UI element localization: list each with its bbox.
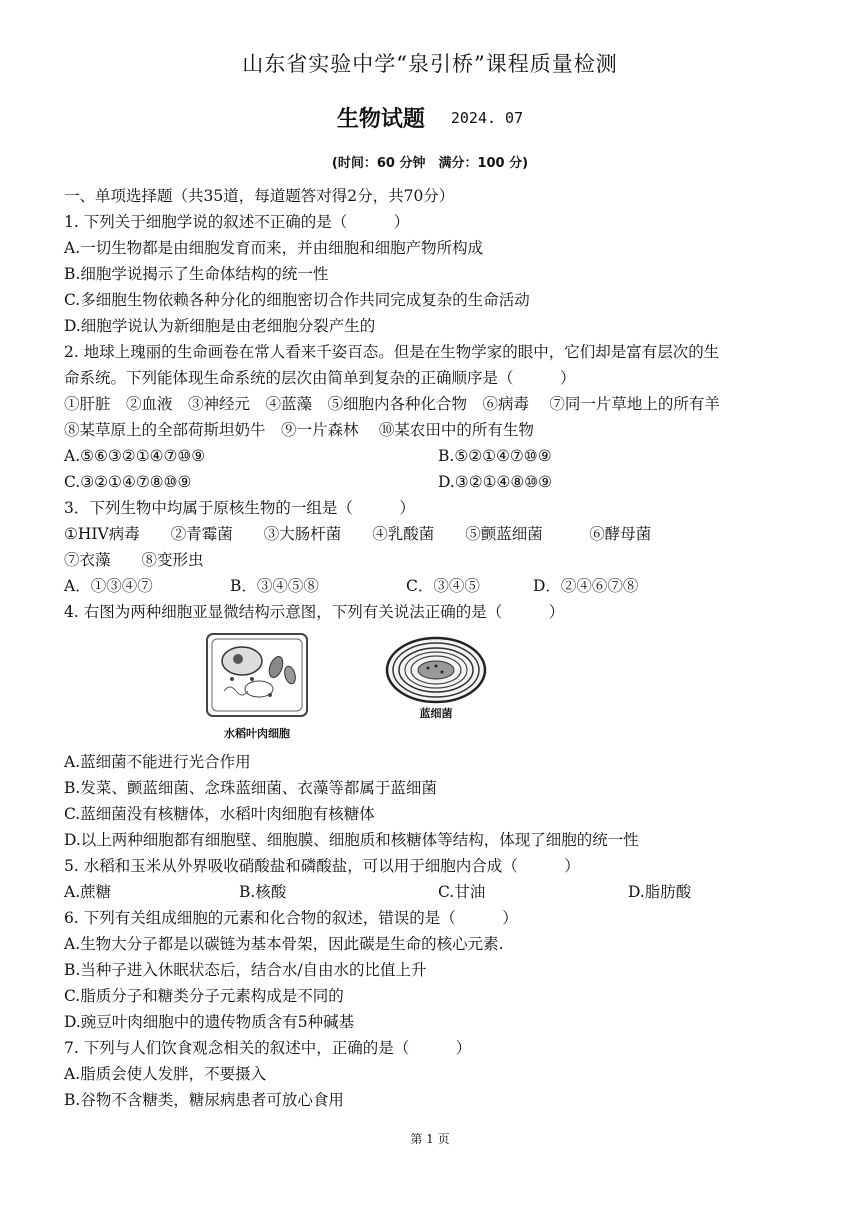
subject-name: 生物试题 [336,106,425,132]
q4-option-d: D.以上两种细胞都有细胞壁、细胞膜、细胞质和核糖体等结构，体现了细胞的统一性 [64,831,639,849]
q4-figures [64,625,814,749]
q3-items-line1: ①HIV病毒 ②青霉菌 ③大肠杆菌 ④乳酸菌 ⑤颤蓝细菌 ⑥酵母菌 [64,525,652,543]
cyanobacteria-caption: 蓝细菌 [419,707,453,720]
q3-option-d: D．②④⑥⑦⑧ [533,577,639,595]
q7-option-b: B.谷物不含糖类，糖尿病患者可放心食用 [64,1091,344,1109]
q5-option-b: B.核酸 [239,883,287,901]
q3-option-a: A．①③④⑦ [64,577,153,595]
q1-stem: 1. 下列关于细胞学说的叙述不正确的是（ ） [64,213,410,231]
q5-option-d: D.脂肪酸 [628,883,692,901]
question-list [64,183,814,1113]
q6-option-a: A.生物大分子都是以碳链为基本骨架，因此碳是生命的核心元素. [64,935,504,953]
time-score-info: (时间：60 分钟 满分：100 分) [331,156,529,171]
q2-option-b: B.⑤②①④⑦⑩⑨ [438,447,552,465]
q5-stem: 5. 水稻和玉米从外界吸收硝酸盐和磷酸盐，可以用于细胞内合成（ ） [64,857,580,875]
q6-stem: 6. 下列有关组成细胞的元素和化合物的叙述，错误的是（ ） [64,909,518,927]
exam-title: 山东省实验中学“泉引桥”课程质量检测 [242,52,618,76]
rice-leaf-cell-caption: 水稻叶肉细胞 [224,727,290,740]
subject-heading [0,102,860,133]
q1-option-c: C.多细胞生物依赖各种分化的细胞密切合作共同完成复杂的生命活动 [64,291,530,309]
q2-option-d: D.③②①④⑧⑩⑨ [438,473,553,491]
q4-stem: 4. 右图为两种细胞亚显微结构示意图，下列有关说法正确的是（ ） [64,603,565,621]
q6-option-b: B.当种子进入休眠状态后，结合水/自由水的比值上升 [64,961,427,979]
q2-option-a: A.⑤⑥③②①④⑦⑩⑨ [64,447,206,465]
q2-options-row2 [64,469,814,495]
q6-option-d: D.豌豆叶肉细胞中的遗传物质含有5种碱基 [64,1013,355,1031]
q5-option-c: C.甘油 [438,883,486,901]
q3-items-line2: ⑦衣藻 ⑧变形虫 [64,551,204,569]
q3-option-b: B．③④⑤⑧ [230,577,319,595]
q2-options-row1 [64,443,814,469]
q1-option-b: B.细胞学说揭示了生命体结构的统一性 [64,265,329,283]
exam-date: 2024. 07 [450,109,524,127]
q7-stem: 7. 下列与人们饮食观念相关的叙述中，正确的是（ ） [64,1039,472,1057]
q5-option-a: A.蔗糖 [64,883,112,901]
q1-option-d: D.细胞学说认为新细胞是由老细胞分裂产生的 [64,317,376,335]
q4-option-a: A.蓝细菌不能进行光合作用 [64,753,251,771]
q4-option-c: C.蓝细菌没有核糖体，水稻叶肉细胞有核糖体 [64,805,375,823]
q4-option-b: B.发菜、颤蓝细菌、念珠蓝细菌、衣藻等都属于蓝细菌 [64,779,437,797]
q2-stem-line2: 命系统。下列能体现生命系统的层次由简单到复杂的正确顺序是（ ） [64,369,576,387]
q7-option-a: A.脂质会使人发胖，不要摄入 [64,1065,267,1083]
q2-option-c: C.③②①④⑦⑧⑩⑨ [64,473,192,491]
q5-options-row [64,879,814,905]
q2-stem-line1: 2. 地球上瑰丽的生命画卷在常人看来千姿百态。但是在生物学家的眼中，它们却是富有层次的生 [64,343,720,361]
q1-option-a: A.一切生物都是由细胞发育而来，并由细胞和细胞产物所构成 [64,239,484,257]
q2-items-line2: ⑧某草原上的全部荷斯坦奶牛 ⑨一片森林 ⑩某农田中的所有生物 [64,421,534,439]
page-number: 第 1 页 [410,1132,450,1146]
rice-leaf-cell-diagram [204,631,310,719]
q6-option-c: C.脂质分子和糖类分子元素构成是不同的 [64,987,344,1005]
q3-options-row [64,573,814,599]
cyanobacteria-diagram [384,635,488,705]
q3-stem: 3．下列生物中均属于原核生物的一组是（ ） [64,499,415,517]
section-title: 一、单项选择题（共35道，每道题答对得2分，共70分） [64,187,455,205]
q3-option-c: C．③④⑤ [406,577,480,595]
q2-items-line1: ①肝脏 ②血液 ③神经元 ④蓝藻 ⑤细胞内各种化合物 ⑥病毒 ⑦同一片草地上的所有羊 [64,395,720,413]
